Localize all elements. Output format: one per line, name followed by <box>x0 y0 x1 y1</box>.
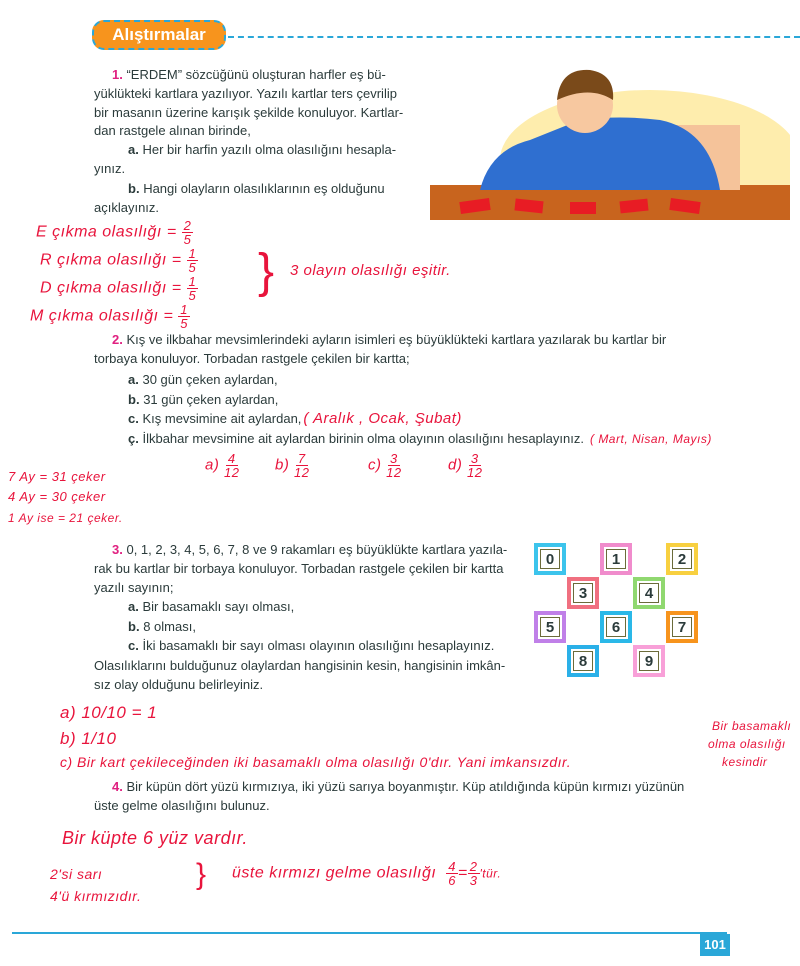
handwritten-answer: b) 1/10 <box>60 729 117 748</box>
handwritten-answer: a) 10/10 = 1 <box>60 703 158 722</box>
digit-card <box>633 577 665 609</box>
q4-line: üste gelme olasılığını bulunuz. <box>94 798 270 813</box>
q1-line: yüklükteki kartlara yazılıyor. Yazılı kartlar ters çevrilip <box>94 86 397 101</box>
card-digit: 5 <box>540 617 560 637</box>
q3-line: Olasılıklarını bulduğunuz olaylardan hangisinin kesin, hangisinin imkân- <box>94 658 506 673</box>
q3-line: yazılı sayının; <box>94 580 174 595</box>
card-digit: 0 <box>540 549 560 569</box>
question-number: 1. <box>112 67 123 82</box>
handwritten-note: 4'ü kırmızıdır. <box>50 888 142 904</box>
item-label: b. <box>128 181 140 196</box>
card-digit: 2 <box>672 549 692 569</box>
q2-line: torbaya konuluyor. Torbadan rastgele çekilen bir kartta; <box>94 351 410 366</box>
card-digit: 3 <box>573 583 593 603</box>
handwritten-note: 4 Ay = 30 çeker <box>8 489 106 504</box>
card-digit: 9 <box>639 651 659 671</box>
handwritten-answer: M çıkma olasılığı = $\frac{1}{5}$ <box>30 302 189 331</box>
q1-line: dan rastgele alınan birinde, <box>94 123 251 138</box>
handwritten-note: 2'si sarı <box>50 866 103 882</box>
q1-b-text: açıklayınız. <box>94 200 160 215</box>
handwritten-note: 7 Ay = 31 çeker <box>8 469 106 484</box>
digit-card <box>567 577 599 609</box>
section-title: Alıştırmalar <box>92 20 226 50</box>
handwritten-answer: c) $\frac{3}{12}$ <box>368 451 402 480</box>
handwritten-answer: a) $\frac{4}{12}$ <box>205 451 240 480</box>
digit-card <box>567 645 599 677</box>
q3-line: sız olay olduğunu belirleyiniz. <box>94 677 264 692</box>
handwritten-answer: üste kırmızı gelme olasılığı $\frac{4}{6}$ = $\frac{2}{3}$ 'tür. <box>232 859 502 888</box>
card-digit: 7 <box>672 617 692 637</box>
question-number: 4. <box>112 779 123 794</box>
brace-icon: } <box>196 858 207 891</box>
q3-line: rak bu kartlar bir torbaya konuluyor. Torbadan rastgele çekilen bir kartta <box>94 561 504 576</box>
q1-a-text: Her bir harfin yazılı olma olasılığını hesapla- <box>142 142 397 157</box>
handwritten-answer: Bir küpte 6 yüz vardır. <box>62 828 248 848</box>
brace-icon: } <box>258 245 275 298</box>
q1-a-text: yınız. <box>94 161 126 176</box>
header-divider <box>228 36 800 38</box>
q1-b-text: Hangi olayların olasılıklarının eş olduğunu <box>143 181 385 196</box>
handwritten-answer: R çıkma olasılığı = $\frac{1}{5}$ <box>40 246 197 275</box>
digit-card <box>666 611 698 643</box>
handwritten-note: 3 olayın olasılığı eşitir. <box>290 262 451 279</box>
digit-card <box>534 543 566 575</box>
page-number: 101 <box>700 934 730 956</box>
item-label: a. <box>128 142 139 157</box>
handwritten-note: Bir basamaklı <box>712 719 792 733</box>
q2-line: Kış ve ilkbahar mevsimlerindeki ayların isimleri eş büyüklükteki kartlara yazılarak bu kartlar bir <box>126 332 667 347</box>
card-digit: 4 <box>639 583 659 603</box>
question-number: 3. <box>112 542 123 557</box>
handwritten-answer: c) Bir kart çekileceğinden iki basamaklı olma olasılığı 0'dır. Yani imkansızdır. <box>60 754 572 770</box>
boy-with-cards-illustration <box>420 60 790 220</box>
handwritten-note: 1 Ay ise = 21 çeker. <box>8 511 123 525</box>
handwritten-answer: b) $\frac{7}{12}$ <box>275 451 310 480</box>
q1-line: bir masanın üzerine karışık şekilde konuluyor. Kartlar- <box>94 105 404 120</box>
digit-card <box>666 543 698 575</box>
handwritten-note: ( Aralık , Ocak, Şubat) <box>303 410 462 427</box>
handwritten-answer: E çıkma olasılığı = $\frac{2}{5}$ <box>36 218 192 247</box>
handwritten-answer: d) $\frac{3}{12}$ <box>448 451 483 480</box>
question-number: 2. <box>112 332 123 347</box>
q1-line: “ERDEM” sözcüğünü oluşturan harfler eş bü- <box>126 67 386 82</box>
handwritten-note: ( Mart, Nisan, Mayıs) <box>589 432 712 446</box>
digit-card <box>633 645 665 677</box>
footer-divider <box>12 932 727 934</box>
handwritten-note: olma olasılığı <box>708 737 786 751</box>
card-digit: 8 <box>573 651 593 671</box>
card-digit: 1 <box>606 549 626 569</box>
digit-card <box>534 611 566 643</box>
handwritten-answer: D çıkma olasılığı = $\frac{1}{5}$ <box>40 274 197 303</box>
handwritten-note: kesindir <box>722 755 768 769</box>
card-digit: 6 <box>606 617 626 637</box>
digit-card <box>600 543 632 575</box>
digit-card <box>600 611 632 643</box>
textbook-page: Alıştırmalar 1. “ERDEM” sözcüğünü oluşturan harfler eş bü- yüklükteki kartlara yazılıyor. Yazılı kartlar ters çevrilip bir masanın üzerine karışık şekilde konuluyor. Kartlar- dan rastgele alınan birinde, a. Her bir harfin yazılı olma olasılığını hesapla- yınız. b. Hangi olayların olasılıklarının eş olduğunu açıklayınız. E çıkma olasılığı = $\frac{2}{5}$ R çıkma olasılığı = $\frac{1}{5}$ D çıkma olasılığı = $\frac{1}{5}$ M çıkma olasılığı = $\frac{1}{5}$ } 3 olayın olasılığı eşitir. 2. Kış ve ilkbahar mevsimlerindeki ayların isimleri eş büyüklükteki kartlara yazılarak bu kartlar bir torbaya konuluyor. Torbadan rastgele çekilen bir kartta; a. 30 gün çeken aylardan, b. 31 gün çeken aylardan, c. Kış mevsimine ait aylardan, ( Aralık , Ocak, Şubat) ç. İlkbahar mevsimine ait aylardan birinin olma olayının olasılığını hesaplayınız. ( Mart, Nisan, Mayıs) a) $\frac{4}{12}$ b) $\frac{7}{12}$ c) $\frac{3}{12}$ d) $\frac{3}{12}$ 7 Ay = 31 çeker 4 Ay = 30 çeker 1 Ay ise = 21 çeker. 3. 0, 1, 2, 3, 4, 5, 6, 7, 8 ve 9 rakamları eş büyüklükte kartlara yazıla- rak bu kartlar bir torbaya konuluyor. Torbadan rastgele çekilen bir kartta yazılı sayının; a. Bir basamaklı sayı olması, b. 8 olması, c. İki basamaklı bir sayı olması olayının olasılığını hesaplayınız. Olasılıklarını bulduğunuz olaylardan hangisinin kesin, hangisinin imkân- sız olay olduğunu belirleyiniz. 0 1 2 3 4 5 6 7 8 9 a) 10/10 = 1 b) 1/10 c) Bir kart çekileceğinden iki basamaklı olma olasılığı 0'dır. Yani imkansızdır. Bir basamaklı olma olasılığı kesindir 4. Bir küpün dört yüzü kırmızıya, iki yüzü sarıya boyanmıştır. Küp atıldığında küpün kırmızı yüzünün üste gelme olasılığını bulunuz. Bir küpte 6 yüz vardır. 2'si sarı 4'ü kırmızıdır. } üste kırmızı gelme olasılığı $\frac{4}{6}$ = $\frac{2}{3}$ 'tür. 101 <box>0 0 800 966</box>
